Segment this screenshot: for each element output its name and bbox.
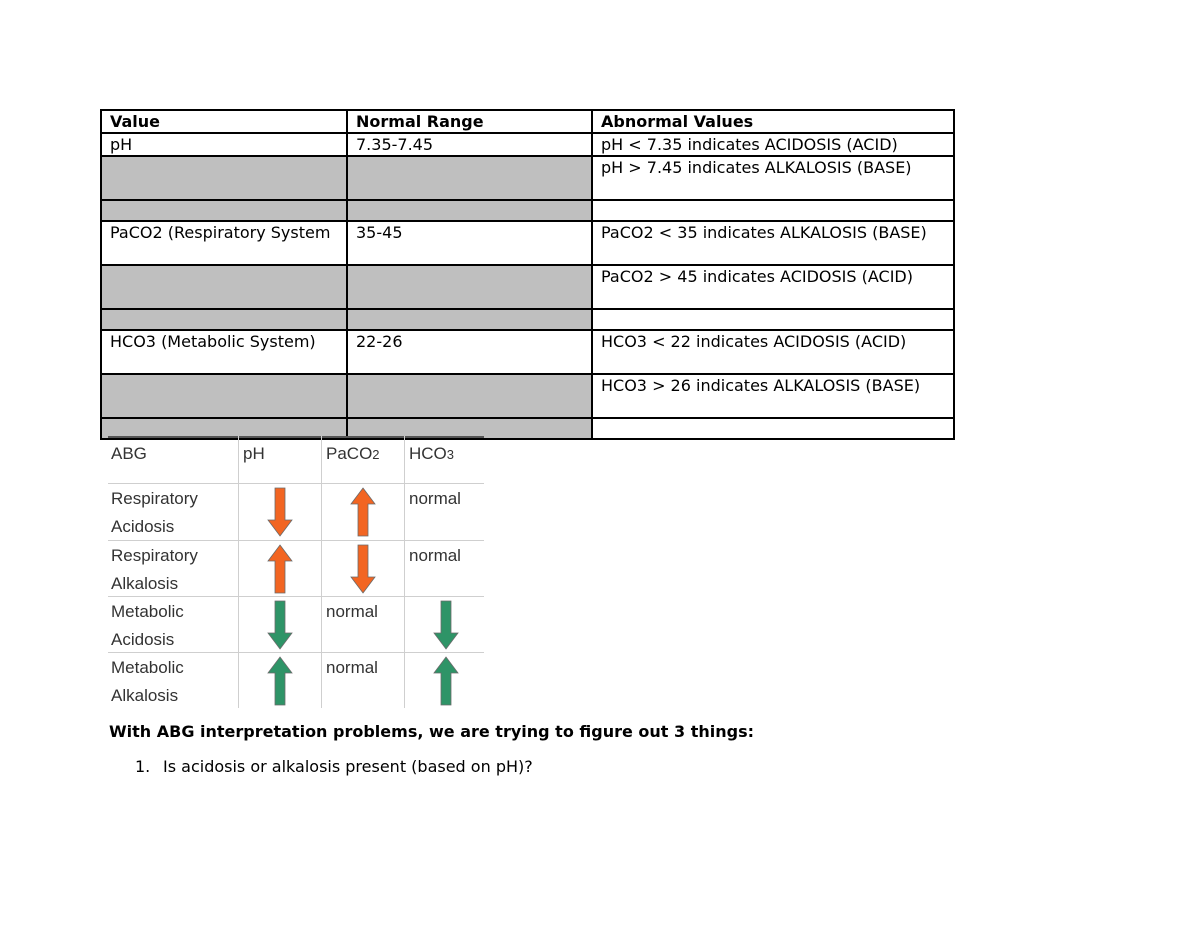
arrow-down-icon xyxy=(350,544,376,594)
table-row xyxy=(101,309,954,330)
list-item xyxy=(135,757,533,776)
table-row xyxy=(101,221,954,265)
divider xyxy=(321,436,322,708)
abg-header: ABG xyxy=(111,444,147,463)
abg-row-label xyxy=(111,485,237,541)
shaded-cell xyxy=(347,156,592,200)
ph-abnormal-high: pH > 7.45 indicates ALKALOSIS (BASE) xyxy=(592,156,954,200)
divider xyxy=(404,436,405,708)
abg-row-label xyxy=(111,654,237,710)
shaded-cell xyxy=(347,200,592,221)
hco3-header xyxy=(409,444,454,464)
paco2-header-text: PaCO xyxy=(326,444,373,463)
divider xyxy=(238,436,239,708)
header-abnormal-values: Abnormal Values xyxy=(592,110,954,133)
table-row xyxy=(101,330,954,374)
paco2-abnormal-low: PaCO2 < 35 indicates ALKALOSIS (BASE) xyxy=(592,221,954,265)
shaded-cell xyxy=(101,200,347,221)
table-header-row xyxy=(101,110,954,133)
empty-cell xyxy=(592,309,954,330)
abg-heading: With ABG interpretation problems, we are trying to figure out 3 things: xyxy=(109,722,754,741)
normal-label: normal xyxy=(409,489,461,508)
shaded-cell xyxy=(347,309,592,330)
abg-row-label-line: Acidosis xyxy=(111,517,175,536)
shaded-cell xyxy=(101,374,347,418)
divider xyxy=(108,436,484,438)
abg-row-label xyxy=(111,542,237,598)
abg-row-label-line: Metabolic xyxy=(111,602,184,621)
normal-label: normal xyxy=(326,658,378,677)
normal-label: normal xyxy=(326,602,378,621)
arrow-up-icon xyxy=(433,656,459,706)
hco3-abnormal-low: HCO3 < 22 indicates ACIDOSIS (ACID) xyxy=(592,330,954,374)
ph-header: pH xyxy=(243,444,265,463)
empty-cell xyxy=(592,200,954,221)
arrow-down-icon xyxy=(433,600,459,650)
table-row xyxy=(101,156,954,200)
abg-row-label-line: Acidosis xyxy=(111,630,175,649)
shaded-cell xyxy=(101,265,347,309)
abg-row-label-line: Alkalosis xyxy=(111,574,179,593)
arrow-up-icon xyxy=(267,656,293,706)
hco3-label: HCO3 (Metabolic System) xyxy=(101,330,347,374)
paco2-label: PaCO2 (Respiratory System xyxy=(101,221,347,265)
hco3-range: 22-26 xyxy=(347,330,592,374)
abg-row-label-line: Alkalosis xyxy=(111,686,179,705)
hco3-abnormal-high: HCO3 > 26 indicates ALKALOSIS (BASE) xyxy=(592,374,954,418)
ph-range: 7.35-7.45 xyxy=(347,133,592,156)
hco3-header-sub: 3 xyxy=(446,447,455,462)
list-number: 1. xyxy=(135,757,151,776)
abg-row-label-line: Respiratory xyxy=(111,546,198,565)
abg-row-label xyxy=(111,598,237,654)
arrow-down-icon xyxy=(267,487,293,537)
abg-row-label-line: Respiratory xyxy=(111,489,198,508)
paco2-abnormal-high: PaCO2 > 45 indicates ACIDOSIS (ACID) xyxy=(592,265,954,309)
table-row xyxy=(101,374,954,418)
abg-row-label-line: Metabolic xyxy=(111,658,184,677)
shaded-cell xyxy=(101,309,347,330)
paco2-header-sub: 2 xyxy=(372,447,380,462)
arrow-down-icon xyxy=(267,600,293,650)
shaded-cell xyxy=(347,374,592,418)
ph-label: pH xyxy=(101,133,347,156)
header-normal-range: Normal Range xyxy=(347,110,592,133)
arrow-up-icon xyxy=(350,487,376,537)
normal-label: normal xyxy=(409,546,461,565)
table-row xyxy=(101,200,954,221)
abg-reference-table xyxy=(100,109,955,440)
abg-pattern-image xyxy=(100,436,486,708)
divider xyxy=(108,483,484,484)
list-text: Is acidosis or alkalosis present (based on pH)? xyxy=(163,757,533,776)
shaded-cell xyxy=(347,265,592,309)
paco2-range: 35-45 xyxy=(347,221,592,265)
table-row xyxy=(101,265,954,309)
ph-abnormal-low: pH < 7.35 indicates ACIDOSIS (ACID) xyxy=(592,133,954,156)
hco3-header-text: HCO xyxy=(409,444,447,463)
table-row xyxy=(101,133,954,156)
empty-cell xyxy=(592,418,954,439)
arrow-up-icon xyxy=(267,544,293,594)
shaded-cell xyxy=(101,156,347,200)
paco2-header xyxy=(326,444,380,464)
header-value: Value xyxy=(101,110,347,133)
